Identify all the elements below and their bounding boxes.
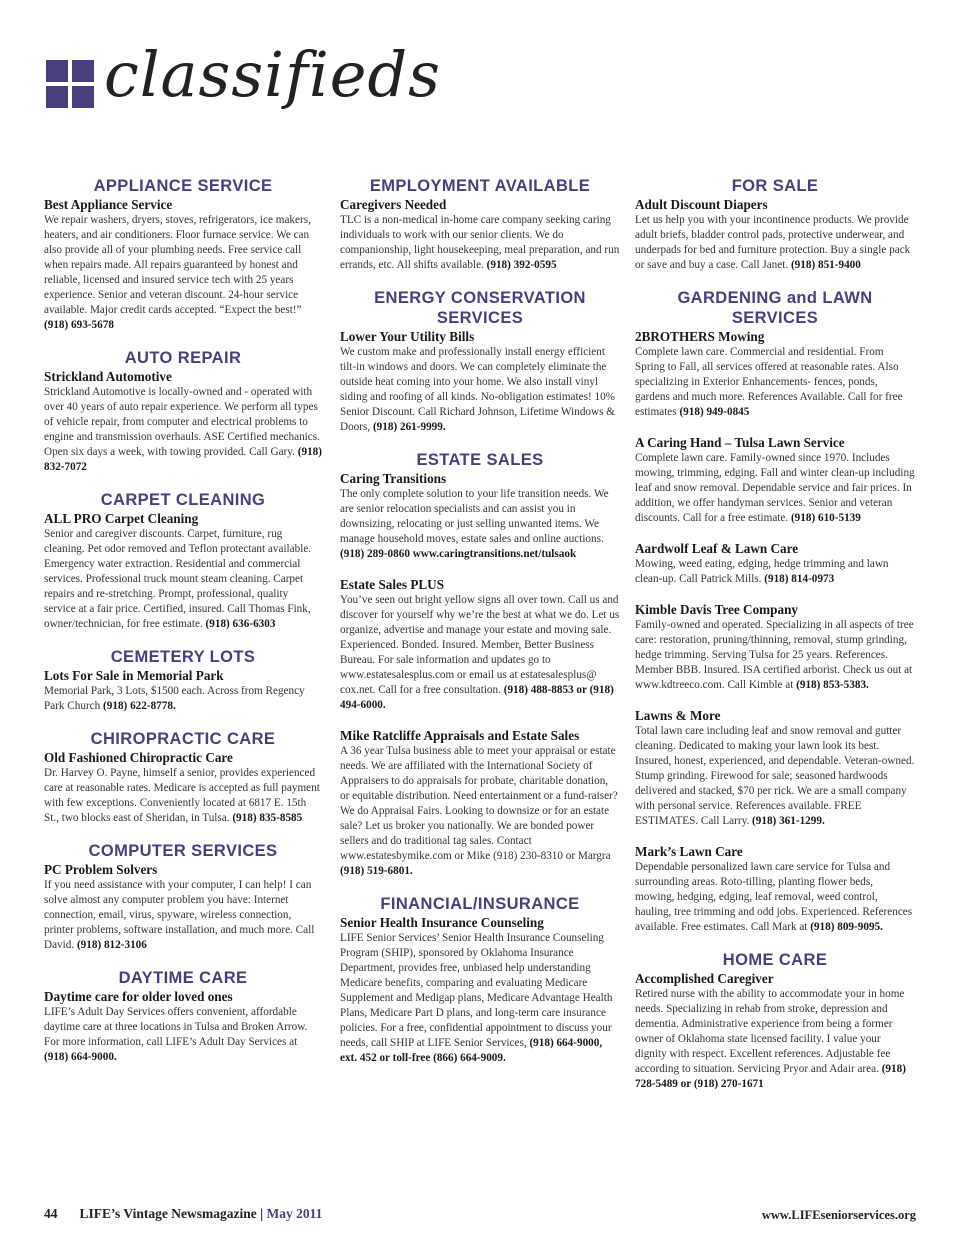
- ad-body: [340, 593, 620, 713]
- ad-body: [44, 878, 322, 953]
- ad-title: Lots For Sale in Memorial Park: [44, 668, 224, 683]
- ad-title: Estate Sales PLUS: [340, 577, 445, 592]
- ad-body: [635, 345, 915, 420]
- ad-text: Complete lawn care. Family-owned since 1970. Includes mowing, trimming, edging. Fall and winter clean-up including leaf and snow removal. Dependable service and fair prices. In addition, we offer handyman services. Senior and veteran discounts. Call for a free estimate.: [635, 452, 915, 524]
- footer-publication: [44, 1206, 322, 1222]
- ad-text: If you need assistance with your computer, I can help! I can solve almost any computer problem you have: Internet connection, email, virus, spyware, wireless connection, printer problems, software installation, and much more. Call David.: [44, 879, 315, 951]
- ad-text: LIFE’s Adult Day Services offers convenient, affordable daytime care at three locations in Tulsa and Broken Arrow. For more information, call LIFE’s Adult Day Services at: [44, 1006, 308, 1048]
- classified-section: [44, 968, 322, 1065]
- classified-ad: [340, 471, 620, 562]
- ad-body: [340, 931, 620, 1066]
- ad-contact: (918) 851-9400: [790, 259, 861, 271]
- ad-title: Best Appliance Service: [44, 197, 173, 212]
- ad-contact: (918) 664-9000.: [44, 1051, 117, 1063]
- classified-section: [635, 176, 915, 273]
- ad-body: [635, 557, 915, 587]
- ad-contact: (918) 812-3106: [76, 939, 147, 951]
- ad-text: Memorial Park, 3 Lots, $1500 each. Across from Regency Park Church: [44, 685, 305, 712]
- classified-ad: [44, 668, 322, 714]
- classified-ad: [340, 577, 620, 713]
- ad-contact: (918) 809-9095.: [810, 921, 883, 933]
- logo-icon: [46, 60, 94, 108]
- ad-contact: (918) 289-0860 www.caringtransitions.net/tulsaok: [340, 548, 577, 560]
- ad-text: Dr. Harvey O. Payne, himself a senior, provides experienced care at reasonable rates. Medicare is accepted as full payment with few exceptions. Conveniently located at 6817 E. 15th St., two blocks east of Sheridan, in Tulsa.: [44, 767, 320, 824]
- ad-text: TLC is a non-medical in-home care company seeking caring individuals to work with our senior clients. We do companionship, light housekeeping, meal preparation, and run errands, etc. All shifts available.: [340, 214, 620, 271]
- ad-body: [44, 213, 322, 333]
- classified-ad: [340, 728, 620, 879]
- classified-section: [44, 729, 322, 826]
- section-heading: DAYTIME CARE: [118, 969, 248, 987]
- ad-title: A Caring Hand – Tulsa Lawn Service: [635, 435, 845, 450]
- classified-section: [44, 647, 322, 714]
- ad-contact: (918) 728-5489 or (918) 270-1671: [635, 1063, 906, 1090]
- classified-section: [340, 450, 620, 879]
- classified-section: [44, 490, 322, 632]
- footer-website: www.LIFEseniorservices.org: [761, 1208, 916, 1222]
- ad-body: [635, 451, 915, 526]
- ad-text: Total lawn care including leaf and snow removal and gutter cleaning. Dedicated to making your lawn look its best. Insured, honest, experienced, and dependable. Veteran-owned. Stump grinding. Firewood for sale; seasoned hardwoods delivered and stacked, $70 per rick. We are a small company with personal service. References available. FREE ESTIMATES. Call Larry.: [635, 725, 915, 827]
- classified-section: [44, 176, 322, 333]
- ad-contact: (918) 392-0595: [486, 259, 557, 271]
- ad-body: [340, 345, 620, 435]
- ad-body: [635, 860, 915, 935]
- ad-text: Dependable personalized lawn care service for Tulsa and surrounding areas. Roto-tilling, planting flower beds, mowing, hedging, edging, leaf removal, weed control, hauling, tree trimming and odd jobs. Experienced. References available. Free estimates. Call Mark at: [635, 861, 913, 933]
- ad-text: Let us help you with your incontinence products. We provide adult briefs, bladder control pads, protective underwear, and underpads for bed and furniture protection. Buy a single pack or save and buy a case. Call Janet.: [635, 214, 911, 271]
- classified-ad: [635, 602, 915, 693]
- ad-contact: (918) 814-0973: [764, 573, 835, 585]
- section-heading: GARDENING and LAWN SERVICES: [677, 289, 873, 327]
- ad-title: Strickland Automotive: [44, 369, 172, 384]
- classified-ad: [340, 197, 620, 273]
- ad-contact: (918) 488-8853 or (918) 494-6000.: [340, 684, 614, 711]
- ad-title: Mike Ratcliffe Appraisals and Estate Sales: [340, 728, 580, 743]
- ad-text: Retired nurse with the ability to accommodate your in home needs. Specializing in rehab from stroke, depression and dementia. Administrative experience from being a former owner of Oklahoma state licensed facility. I value your dignity with respect. Excellent references. Adjustable fee according to situation. Servicing Pryor and Adair area.: [635, 988, 905, 1075]
- section-heading: COMPUTER SERVICES: [88, 842, 278, 860]
- section-heading: ESTATE SALES: [416, 451, 544, 469]
- ad-contact: (918) 519-6801.: [340, 865, 413, 877]
- section-heading: ENERGY CONSERVATION SERVICES: [374, 289, 586, 327]
- section-heading: CHIROPRACTIC CARE: [90, 730, 276, 748]
- ad-contact: (918) 693-5678: [44, 319, 114, 331]
- ad-text: The only complete solution to your life transition needs. We are senior relocation specialists and can assist you in downsizing, relocating or just selling unwanted items. We manage household moves, estate sales and online auctions.: [340, 488, 609, 545]
- classified-ad: [635, 329, 915, 420]
- classified-ad: [635, 541, 915, 587]
- ad-text: Mowing, weed eating, edging, hedge trimming and lawn clean-up. Call Patrick Mills.: [635, 558, 889, 585]
- ad-text: Strickland Automotive is locally-owned and - operated with over 40 years of auto repair experience. We perform all types of vehicle repair, from computer and electrical problems to engine and transmission overhauls. ASE Certified mechanics. Open six days a week, with towing provided. Call Gary.: [44, 386, 320, 458]
- classified-section: [340, 176, 620, 273]
- ad-text: Family-owned and operated. Specializing in all aspects of tree care: restoration, pruning/thinning, removal, stump grinding, hedge trimming. Serving Tulsa for 25 years. References. Member BBB. Insured. ISA certified arborist. Check us out at www.kdtreeco.com. Call Kimble at: [635, 619, 914, 691]
- section-heading: CEMETERY LOTS: [110, 648, 256, 666]
- ad-text: LIFE Senior Services’ Senior Health Insurance Counseling Program (SHIP), sponsored by Oklahoma Insurance Department, provides free, unbiased help understanding Medicare benefits, comparing and evaluating Medicare Supplement and Medigap plans, Medicare Advantage Health Plans, Medicare Part D plans, and long-term care insurance policies. For a free, confidential appointment to discuss your needs, call SHIP at LIFE Senior Services,: [340, 932, 613, 1049]
- ad-body: [635, 213, 915, 273]
- ad-title: Kimble Davis Tree Company: [635, 602, 799, 617]
- ad-title: Adult Discount Diapers: [635, 197, 768, 212]
- ad-body: [44, 684, 322, 714]
- classified-section: [635, 288, 915, 935]
- ad-contact: (918) 636-6303: [205, 618, 276, 630]
- classified-ad: [44, 989, 322, 1065]
- section-heading: AUTO REPAIR: [124, 349, 242, 367]
- classified-section: [635, 950, 915, 1092]
- classified-ad: [635, 844, 915, 935]
- classified-ad: [635, 435, 915, 526]
- section-heading: APPLIANCE SERVICE: [93, 177, 273, 195]
- classified-section: [340, 894, 620, 1066]
- ad-title: Senior Health Insurance Counseling: [340, 915, 544, 930]
- column-1: [44, 176, 322, 1080]
- ad-title: Accomplished Caregiver: [635, 971, 774, 986]
- section-heading: FOR SALE: [731, 177, 819, 195]
- ad-title: Caregivers Needed: [340, 197, 447, 212]
- section-heading: CARPET CLEANING: [100, 491, 266, 509]
- ad-title: Lower Your Utility Bills: [340, 329, 475, 344]
- ad-title: ALL PRO Carpet Cleaning: [44, 511, 199, 526]
- ad-contact: (918) 622-8778.: [103, 700, 176, 712]
- ad-body: [44, 527, 322, 632]
- ad-contact: (918) 361-1299.: [752, 815, 825, 827]
- classified-ad: [340, 915, 620, 1066]
- section-heading: FINANCIAL/INSURANCE: [380, 895, 580, 913]
- ad-title: PC Problem Solvers: [44, 862, 158, 877]
- ad-title: Mark’s Lawn Care: [635, 844, 743, 859]
- classified-section: [340, 288, 620, 435]
- column-2: [340, 176, 620, 1081]
- ad-title: Daytime care for older loved ones: [44, 989, 233, 1004]
- publication-name: LIFE’s Vintage Newsmagazine |: [79, 1206, 267, 1221]
- classified-ad: [44, 511, 322, 632]
- column-3: [635, 176, 915, 1107]
- ad-text: We repair washers, dryers, stoves, refrigerators, ice makers, heaters, and air conditioners. Floor furnace service. We can also provide all of your plumbing needs. Free service call when repairs made. All repairs guaranteed by honest and reliable, licensed and insured service tech with 25 years experience. Senior and veteran discount. 24-hour service available. Major credit cards accepted. “Expect the best!”: [44, 214, 311, 316]
- ad-text: You’ve seen out bright yellow signs all over town. Call us and discover for yourself why we’re the best at what we do. Let us organize, advertise and manage your estate and moving sale. Experienced. Bonded. Insured. Member, Better Business Bureau. For sale information and updates go to www.estatesalesplus.com or email us at estatesalesplus@ cox.net. Call for a free consultation.: [340, 594, 620, 696]
- page-number: 44: [44, 1206, 58, 1221]
- ad-contact: (918) 835-8585: [232, 812, 303, 824]
- issue-date: May 2011: [266, 1206, 323, 1221]
- ad-body: [44, 1005, 322, 1065]
- ad-title: Aardwolf Leaf & Lawn Care: [635, 541, 799, 556]
- ad-title: Old Fashioned Chiropractic Care: [44, 750, 233, 765]
- ad-body: [635, 987, 915, 1092]
- ad-contact: (918) 664-9000, ext. 452 or toll-free (866) 664-9009.: [340, 1037, 603, 1064]
- classified-ad: [44, 750, 322, 826]
- page-title: classifieds: [104, 38, 441, 111]
- section-heading: HOME CARE: [722, 951, 828, 969]
- classified-ad: [44, 862, 322, 953]
- classified-ad: [44, 197, 322, 333]
- ad-text: Senior and caregiver discounts. Carpet, furniture, rug cleaning. Pet odor removed and Teflon protectant available. Emergency water extraction. Residential and commercial services. Professional truck mount steam cleaning. Carpet repairs and re-stretching. Prompt, professional, quality service at a fair price. Certified, insured. Call Thomas Fink, owner/technician, for free estimate.: [44, 528, 312, 630]
- ad-text: We custom make and professionally install energy efficient tilt-in windows and doors. We can completely eliminate the outside heat coming into your home. We also install vinyl siding and roofing of all kinds. No-obligation estimates! 10% Senior Discount. Call Richard Johnson, Lifetime Windows & Doors,: [340, 346, 615, 433]
- classified-ad: [635, 708, 915, 829]
- classified-ad: [635, 197, 915, 273]
- ad-contact: (918) 261-9999.: [372, 421, 446, 433]
- ad-text: A 36 year Tulsa business able to meet your appraisal or estate needs. We are affiliated with the International Society of Appraisers to do appraisals for probate, charitable donation, or equitable distribution. Need entertainment or a fund-raiser? We do Appraisal Fairs. Looking to downsize or for an estate sale? Let us broker you nationally. We are bonded power sellers and do traditional tag sales. Contact www.estatesbymike.com or Mike (918) 230-8310 or Margra: [340, 745, 618, 862]
- ad-text: Complete lawn care. Commercial and residential. From Spring to Fall, all services offered at reasonable rates. Also specializing in Exterior Enhancements- fences, ponds, gardens and much more. References Available. Call for free estimates: [635, 346, 903, 418]
- ad-body: [340, 213, 620, 273]
- ad-body: [340, 744, 620, 879]
- ad-body: [44, 385, 322, 475]
- ad-title: 2BROTHERS Mowing: [635, 329, 765, 344]
- classified-section: [44, 348, 322, 475]
- ad-body: [44, 766, 322, 826]
- ad-contact: (918) 832-7072: [44, 446, 322, 473]
- classified-ad: [340, 329, 620, 435]
- section-heading: EMPLOYMENT AVAILABLE: [369, 177, 591, 195]
- ad-title: Lawns & More: [635, 708, 721, 723]
- ad-contact: (918) 949-0845: [679, 406, 750, 418]
- ad-contact: (918) 610-5139: [790, 512, 861, 524]
- classified-ad: [635, 971, 915, 1092]
- ad-contact: (918) 853-5383.: [796, 679, 869, 691]
- classified-ad: [44, 369, 322, 475]
- ad-body: [340, 487, 620, 562]
- ad-body: [635, 724, 915, 829]
- ad-body: [635, 618, 915, 693]
- classified-section: [44, 841, 322, 953]
- ad-title: Caring Transitions: [340, 471, 447, 486]
